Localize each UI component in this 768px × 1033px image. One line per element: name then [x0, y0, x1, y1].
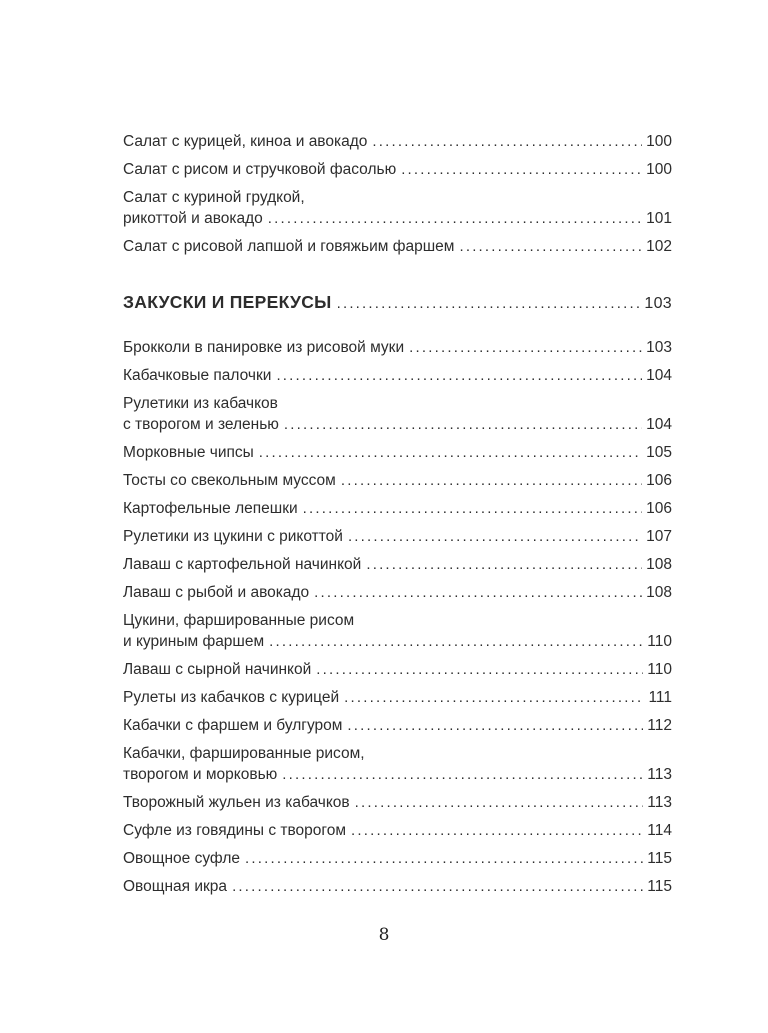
toc-entry-title: рикоттой и авокадо	[123, 210, 263, 227]
toc-entry-page: 101	[646, 210, 672, 227]
toc-entry-title: Лаваш с картофельной начинкой	[123, 556, 362, 573]
toc-entry	[123, 610, 672, 652]
toc-entry-row	[123, 764, 672, 785]
toc-entry-title: Лаваш с сырной начинкой	[123, 661, 312, 678]
toc-entry-page: 108	[646, 584, 672, 601]
toc-entry-title: Овощное суфле	[123, 850, 240, 867]
toc-entry-row	[123, 337, 672, 358]
dot-leader	[276, 365, 642, 386]
toc-entry-page: 111	[648, 689, 672, 706]
toc-entry	[123, 743, 672, 785]
toc-entry	[123, 470, 672, 491]
dot-leader	[366, 554, 642, 575]
toc-entry-row	[123, 208, 672, 229]
toc-entry-row	[123, 290, 672, 316]
dot-leader	[269, 631, 643, 652]
toc-entry-title: Творожный жульен из кабачков	[123, 794, 350, 811]
toc-entry-row	[123, 470, 672, 491]
toc-entry-page: 100	[646, 161, 672, 178]
dot-leader	[372, 131, 642, 152]
dot-leader	[344, 687, 644, 708]
dot-leader	[284, 414, 642, 435]
toc-entry-title: Картофельные лепешки	[123, 500, 298, 517]
toc-entry-title: Салат с рисовой лапшой и говяжьим фаршем	[123, 238, 455, 255]
dot-leader	[341, 470, 642, 491]
toc-entry	[123, 659, 672, 680]
toc-entry-title: Брокколи в панировке из рисовой муки	[123, 339, 405, 356]
toc-entry-row	[123, 659, 672, 680]
toc-entry	[123, 526, 672, 547]
dot-leader	[337, 290, 641, 316]
toc-entry	[123, 159, 672, 180]
toc-entry-title: Лаваш с рыбой и авокадо	[123, 584, 310, 601]
dot-leader	[282, 764, 643, 785]
dot-leader	[314, 582, 642, 603]
toc-entry-title: Морковные чипсы	[123, 444, 254, 461]
toc-entry-page: 106	[646, 472, 672, 489]
toc-entry-row	[123, 876, 672, 897]
toc-entry-row	[123, 442, 672, 463]
toc-entry-page: 100	[646, 133, 672, 150]
toc-entry-page: 104	[646, 367, 672, 384]
toc-entry-title: Кабачковые палочки	[123, 367, 272, 384]
toc-entry-line: Рулетики из кабачков	[123, 395, 278, 412]
toc-entry-page: 110	[647, 633, 672, 650]
toc-entry-row	[123, 554, 672, 575]
toc-entry	[123, 820, 672, 841]
toc-entry	[123, 876, 672, 897]
toc-entry-row	[123, 715, 672, 736]
toc-entry-page: 108	[646, 556, 672, 573]
toc-entry	[123, 337, 672, 358]
dot-leader	[268, 208, 642, 229]
toc-entry-row	[123, 848, 672, 869]
toc-entry-page: 113	[647, 766, 672, 783]
toc-entry-line: Цукини, фаршированные рисом	[123, 612, 355, 629]
dot-leader	[347, 715, 643, 736]
toc-entry-row	[123, 498, 672, 519]
toc-entry-title: Рулетики из цукини с рикоттой	[123, 528, 343, 545]
dot-leader	[355, 792, 644, 813]
dot-leader	[316, 659, 643, 680]
toc-entry-page: 107	[646, 528, 672, 545]
toc-entry	[123, 848, 672, 869]
toc-entry-page: 110	[647, 661, 672, 678]
toc-entry	[123, 236, 672, 257]
toc-entry-row	[123, 582, 672, 603]
dot-leader	[232, 876, 643, 897]
dot-leader	[351, 820, 643, 841]
toc-entry-page: 104	[646, 416, 672, 433]
toc-entry	[123, 498, 672, 519]
toc-entry-row	[123, 820, 672, 841]
dot-leader	[409, 337, 642, 358]
toc-section-header	[123, 290, 672, 316]
toc-entry-line: Кабачки, фаршированные рисом,	[123, 745, 365, 762]
toc-entry-page: 114	[647, 822, 672, 839]
dot-leader	[401, 159, 642, 180]
dot-leader	[259, 442, 642, 463]
toc-entry-title: творогом и морковью	[123, 766, 278, 783]
dot-leader	[245, 848, 643, 869]
toc-entry-page: 105	[646, 444, 672, 461]
page-number: 8	[378, 925, 390, 945]
toc-list	[123, 131, 672, 904]
dot-leader	[459, 236, 642, 257]
toc-section-title: ЗАКУСКИ И ПЕРЕКУСЫ	[123, 292, 332, 312]
toc-entry-title: и куриным фаршем	[123, 633, 265, 650]
toc-entry	[123, 442, 672, 463]
toc-entry	[123, 554, 672, 575]
toc-entry-row	[123, 526, 672, 547]
toc-entry-page: 103	[646, 339, 672, 356]
toc-entry	[123, 582, 672, 603]
toc-entry-line: Салат с куриной грудкой,	[123, 189, 305, 206]
toc-entry-page: 115	[647, 850, 672, 867]
toc-entry	[123, 687, 672, 708]
toc-entry-page: 115	[647, 878, 672, 895]
toc-entry-title: с творогом и зеленью	[123, 416, 279, 433]
toc-entry-page: 106	[646, 500, 672, 517]
toc-entry-row	[123, 131, 672, 152]
toc-entry	[123, 715, 672, 736]
toc-entry-title: Суфле из говядины с творогом	[123, 822, 346, 839]
toc-entry-page: 113	[647, 794, 672, 811]
toc-entry-title: Тосты со свекольным муссом	[123, 472, 336, 489]
toc-entry	[123, 365, 672, 386]
toc-entry-page: 112	[647, 717, 672, 734]
toc-entry-row	[123, 792, 672, 813]
toc-entry-title: Овощная икра	[123, 878, 228, 895]
toc-entry-row	[123, 236, 672, 257]
toc-entry-row	[123, 365, 672, 386]
toc-entry	[123, 131, 672, 152]
toc-entry	[123, 792, 672, 813]
toc-entry-row	[123, 414, 672, 435]
toc-entry-title: Салат с рисом и стручковой фасолью	[123, 161, 397, 178]
toc-entry	[123, 187, 672, 229]
toc-entry-title: Рулеты из кабачков с курицей	[123, 689, 340, 706]
toc-entry-row	[123, 159, 672, 180]
toc-entry	[123, 393, 672, 435]
toc-entry-title: Салат с курицей, киноа и авокадо	[123, 133, 368, 150]
dot-leader	[303, 498, 642, 519]
toc-entry-row	[123, 687, 672, 708]
toc-entry-row	[123, 631, 672, 652]
toc-entry-title: Кабачки с фаршем и булгуром	[123, 717, 343, 734]
dot-leader	[348, 526, 642, 547]
toc-section-page: 103	[644, 295, 672, 312]
toc-entry-page: 102	[646, 238, 672, 255]
